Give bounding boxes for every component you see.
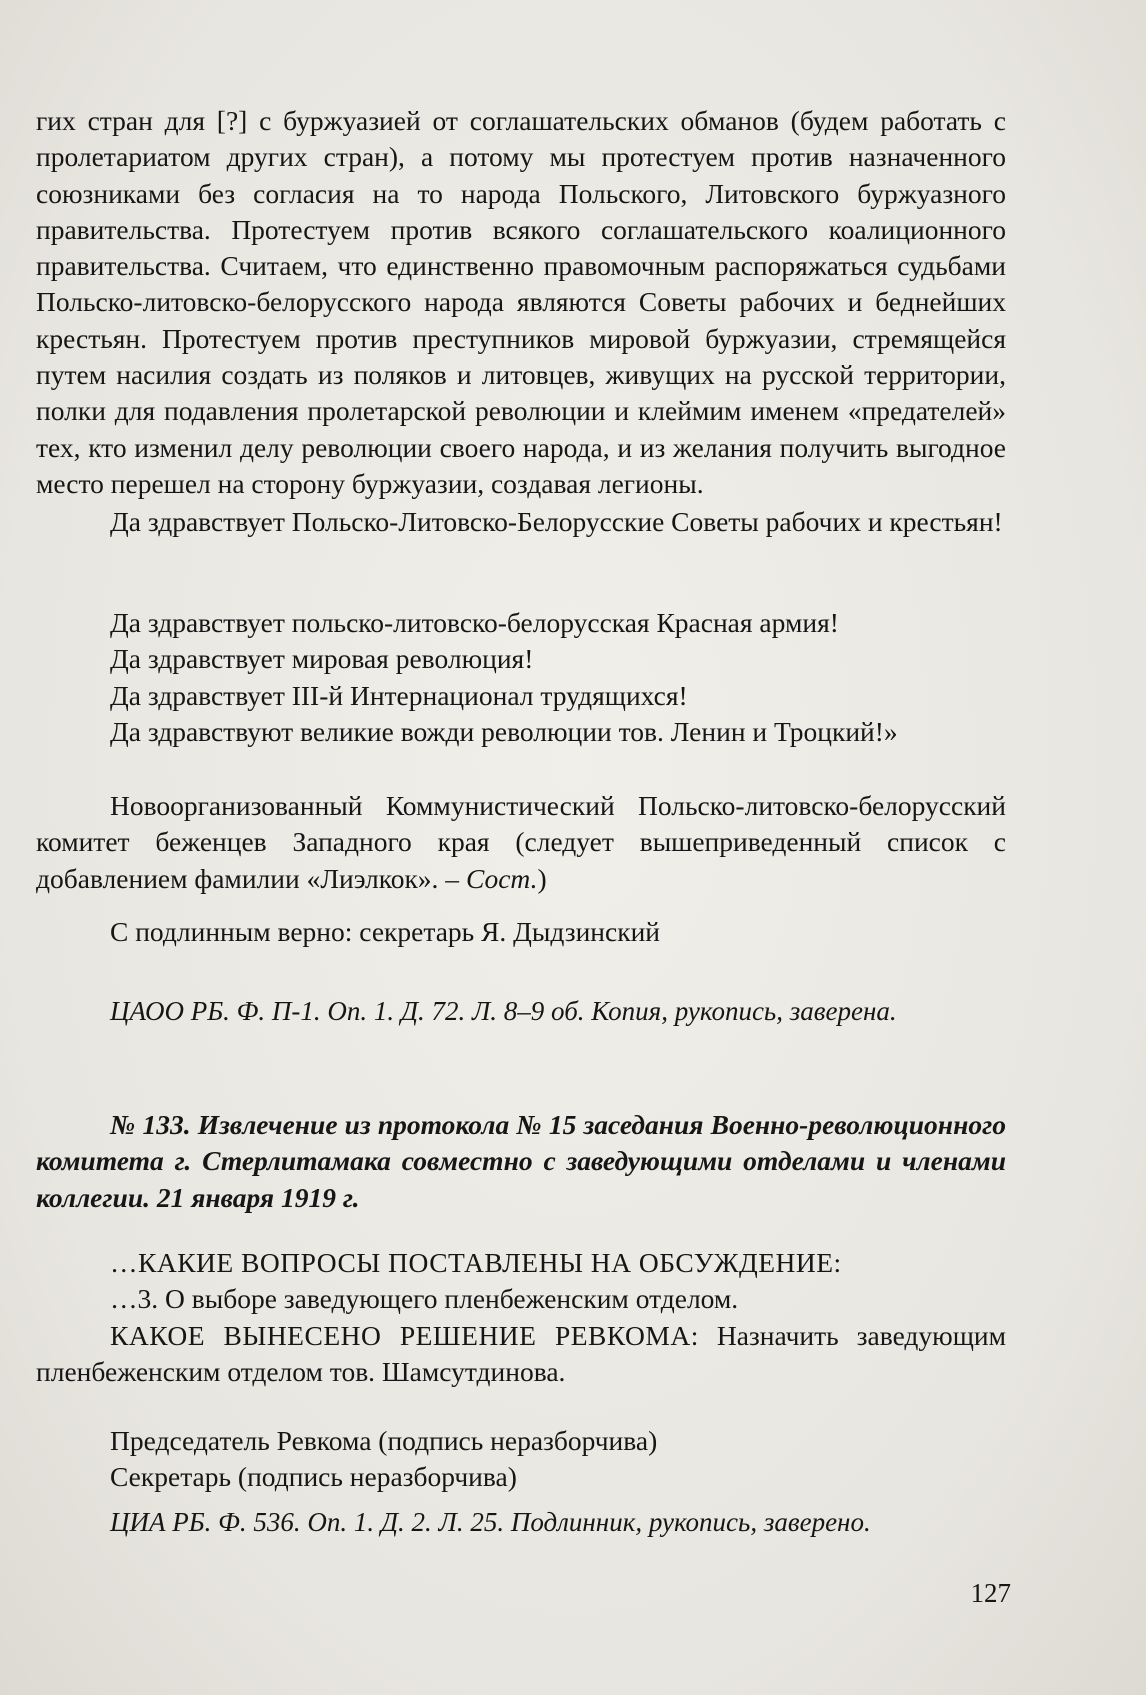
signatures-block — [36, 1423, 1006, 1496]
archive-source-1 — [36, 996, 1006, 1027]
secretary-signature: Секретарь (подпись неразборчива) — [110, 1461, 517, 1493]
decision-header: КАКОЕ ВЫНЕСЕНО РЕШЕНИЕ РЕВКОМА: — [110, 1319, 699, 1351]
compiler-note: Сост. — [465, 862, 538, 894]
document-133-body — [36, 1245, 1006, 1390]
document-133-heading-block — [36, 1107, 1006, 1216]
slogan-item: Да здравствует III-й Интернационал трудящихся! — [110, 679, 688, 711]
question-header: …КАКИЕ ВОПРОСЫ ПОСТАВЛЕНЫ НА ОБСУЖДЕНИЕ: — [110, 1247, 842, 1278]
archive-source-text: ЦАОО РБ. Ф. П-1. Оп. 1. Д. 72. Л. 8–9 об. Копия, рукопись, заверена. — [110, 996, 897, 1026]
paragraph-soviets-slogan: Да здравствует Польско-Литовско-Белорусские Советы рабочих и крестьян! — [110, 506, 1003, 538]
paragraph-continued: гих стран для [?] с буржуазией от соглашательских обманов (будем работать с пролетариатом других стран), а потому мы протестуем против назначенного союзниками без согласия на то народа Польского, Литовского буржуазного правительства. Протестуем против всякого соглашательского коалиционного правительства. Считаем, что единственно правомочным распоряжаться судьбами Польско-литовско-белорусского народа являются Советы рабочих и беднейших крестьян. Протестуем против преступников мировой буржуазии, стремящейся путем насилия создать из поляков и литовцев, живущих на русской территории, полки для подавления пролетарской революции и клеймим именем «предателей» тех, кто изменил делу революции своего народа, и из желания получить выгодное место перешел на сторону буржуазии, создавая легионы. — [36, 105, 1006, 499]
continued-text-block — [36, 103, 1006, 541]
chairman-signature: Председатель Ревкома (подпись неразборчива) — [110, 1425, 658, 1456]
page-number: 127 — [970, 1578, 1011, 1608]
question-item: …3. О выборе заведующего пленбеженским отделом. — [110, 1283, 739, 1315]
slogan-item: Да здравствует польско-литовско-белорусская Красная армия! — [110, 607, 839, 638]
decision-paragraph — [36, 1318, 1006, 1391]
committee-paragraph-end: ) — [537, 862, 547, 894]
certification-block — [36, 914, 1006, 950]
slogans-list — [36, 605, 1006, 750]
committee-paragraph-block — [36, 788, 1006, 897]
slogan-item: Да здравствует мировая революция! — [110, 643, 534, 675]
document-133-heading: № 133. Извлечение из протокола № 15 заседания Военно-революционного комитета г. Стерлитамака совместно с заведующими отделами и членами коллегии. 21 января 1919 г. — [36, 1109, 1006, 1213]
archive-source-text: ЦИА РБ. Ф. 536. Оп. 1. Д. 2. Л. 25. Подлинник, рукопись, заверено. — [110, 1507, 871, 1537]
certification-line: С подлинным верно: секретарь Я. Дыдзинский — [110, 916, 661, 947]
decision-text: Назначить заведующим пленбеженским отделом тов. Шамсутдинова. — [36, 1319, 1006, 1387]
committee-paragraph-text: Новоорганизованный Коммунистический Польско-литовско-белорусский комитет беженцев Западного края (следует вышеприведенный список с добавлением фамилии «Лиэлкок». – — [36, 790, 1006, 894]
archive-source-2 — [36, 1507, 1006, 1538]
committee-paragraph — [36, 788, 1006, 897]
slogan-item: Да здравствуют великие вожди революции тов. Ленин и Троцкий!» — [110, 715, 898, 747]
